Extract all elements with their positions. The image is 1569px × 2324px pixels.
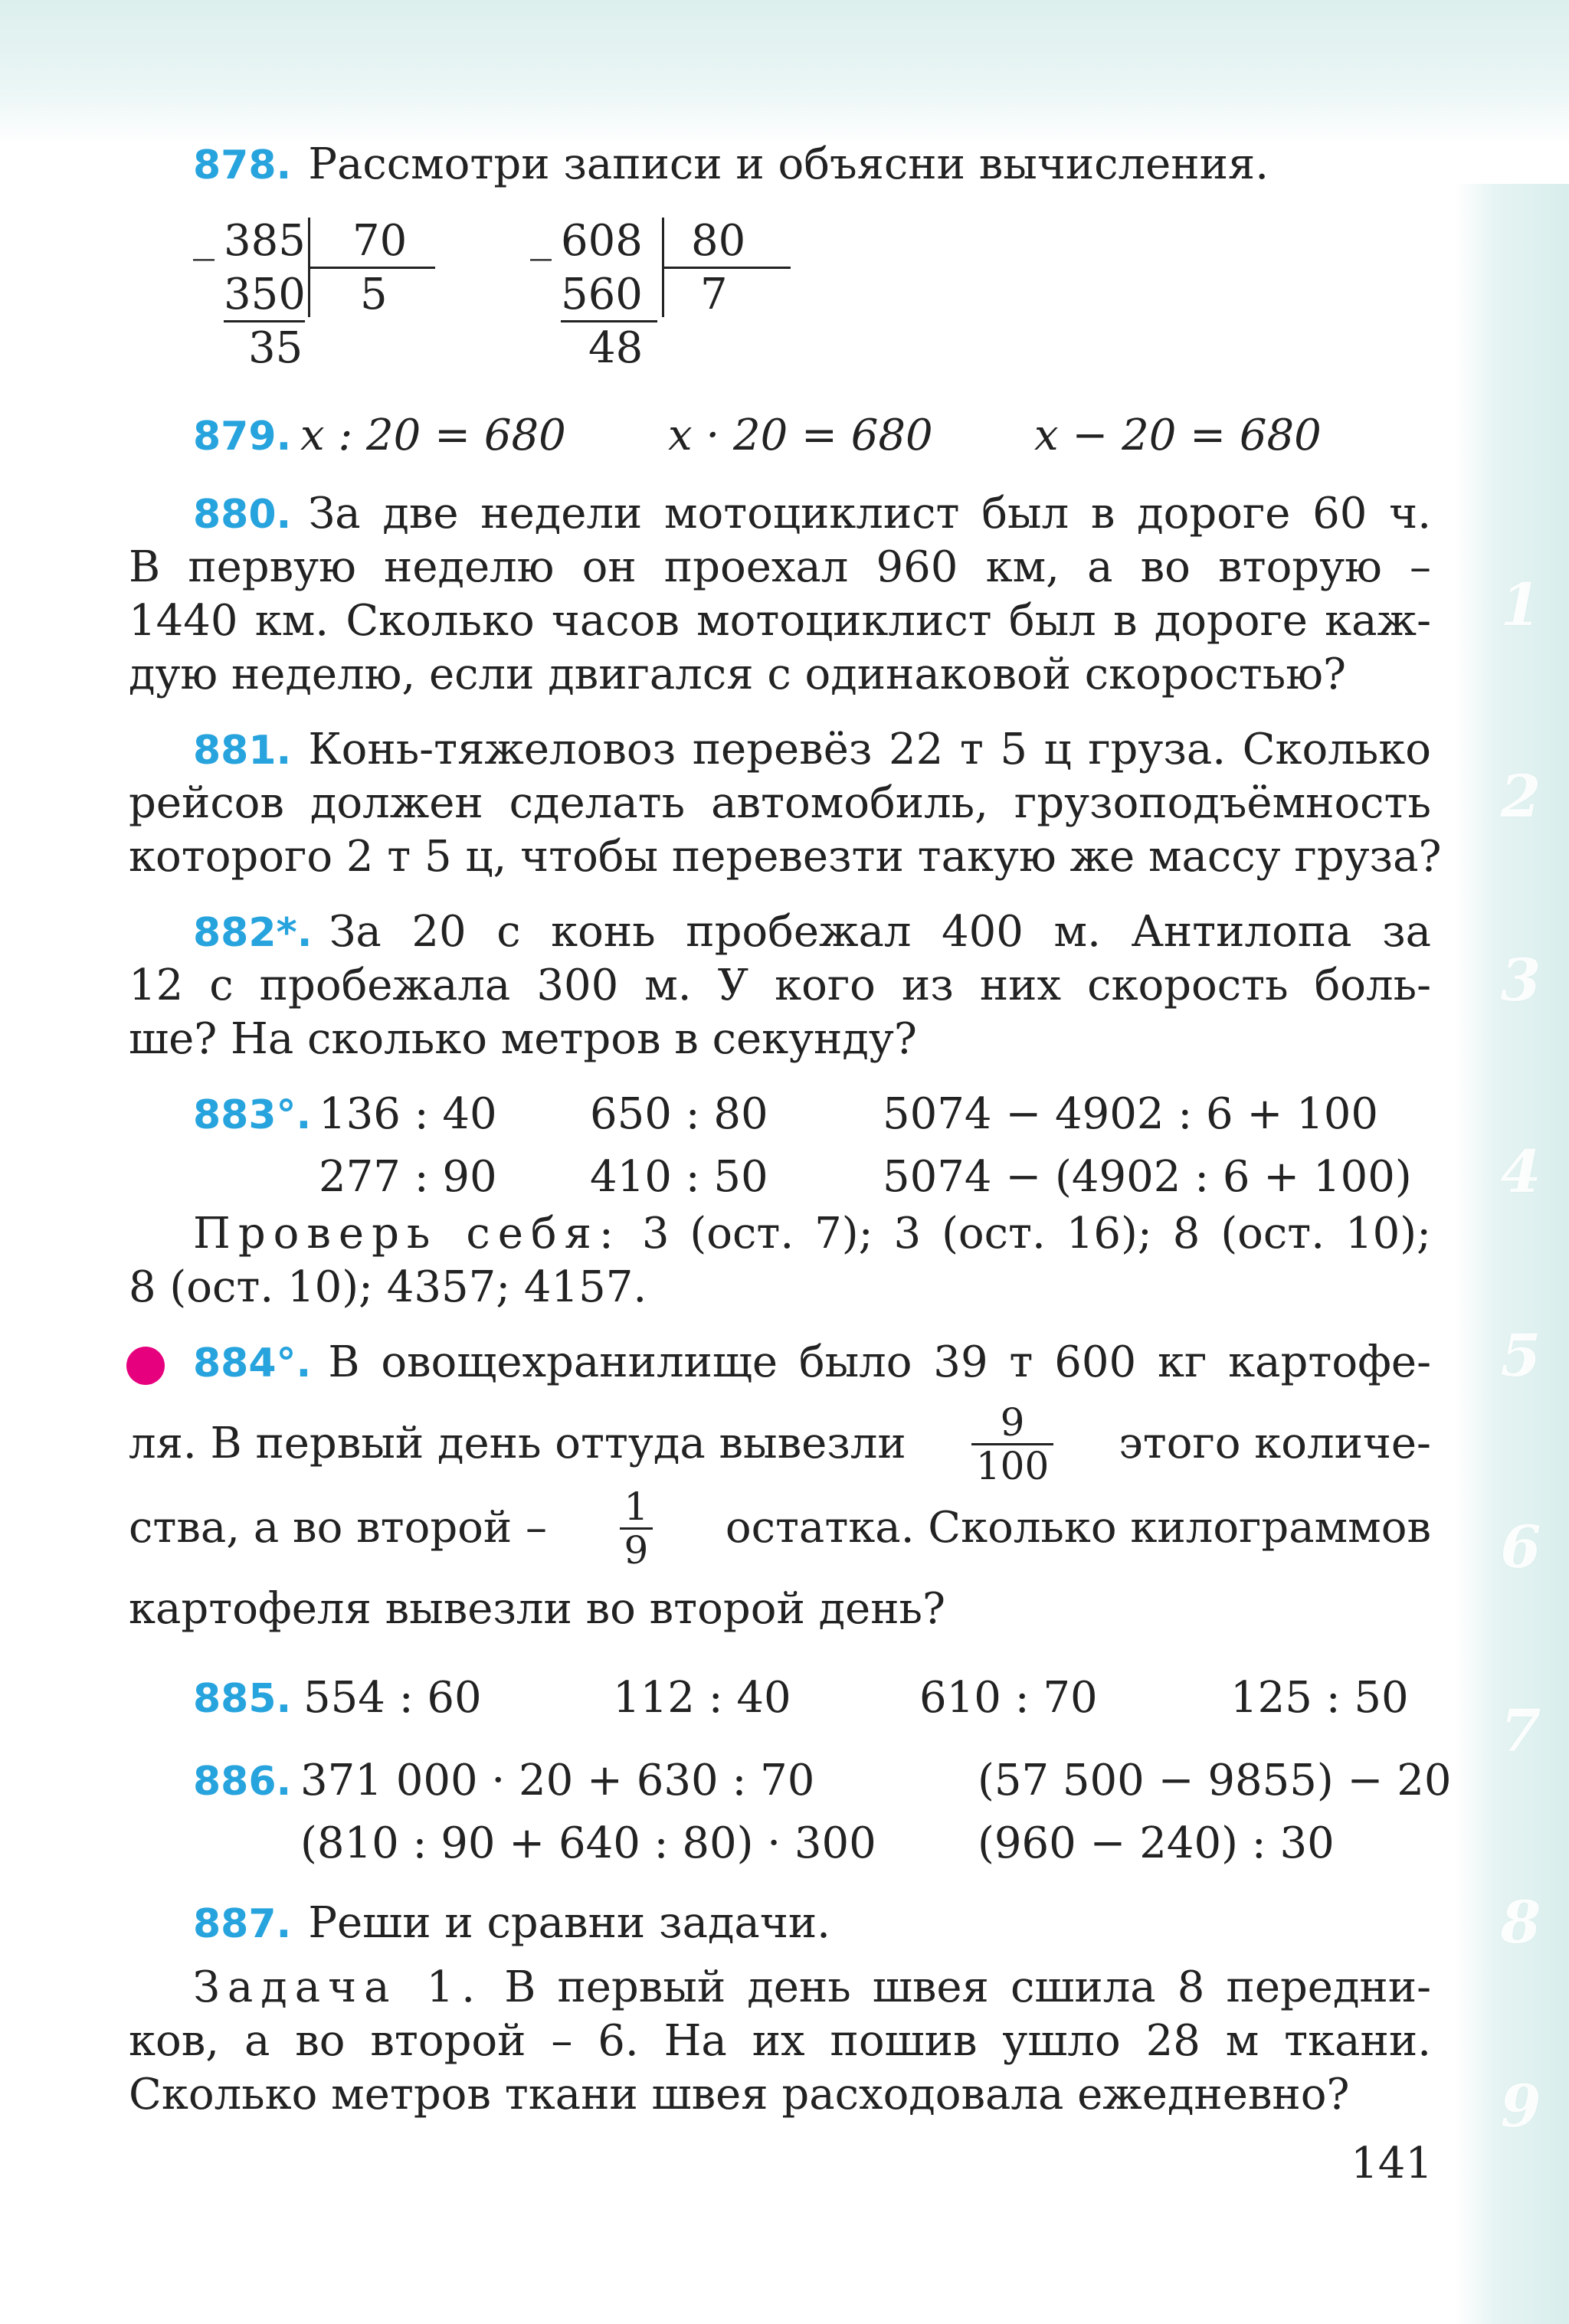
quotient: 7 [700, 270, 728, 319]
side-tab-6: 6 [1500, 1513, 1541, 1581]
exercise-880-line-3: 1440 км. Сколько часов мотоциклист был в дороге каж- [129, 596, 1431, 646]
long-division-1: _ 385 70 350 5 35 [193, 214, 438, 383]
exercise-887: 887. Реши и сравни задачи. [193, 1898, 830, 1948]
remainder: 35 [248, 323, 303, 373]
check-yourself-line-2: 8 (ост. 10); 4357; 4157. [129, 1262, 647, 1312]
exercise-878 [193, 138, 1495, 192]
expr-r1c3: 5074 − 4902 : 6 + 100 [883, 1089, 1379, 1139]
long-division-2: _ 608 80 560 7 48 [530, 214, 775, 383]
fraction-9-100: $\frac{9}{100}$ [971, 1402, 1053, 1487]
exercise-880-line-2: В первую неделю он проехал 960 км, а во вторую – [129, 542, 1431, 592]
expr-r2c1: 277 : 90 [319, 1152, 497, 1202]
quotient: 5 [360, 270, 388, 319]
task-1-line-3: Сколько метров ткани швея расходовала ежедневно? [129, 2070, 1350, 2119]
task-label: Задача 1. [193, 1962, 483, 2012]
equation-2: x · 20 = 680 [668, 411, 933, 460]
top-band [0, 0, 1569, 146]
subtrahend: 350 [224, 270, 306, 319]
equation-1: x : 20 = 680 [300, 411, 566, 460]
exercise-882-line-2: 12 с пробежала 300 м. У кого из них скорость боль- [129, 961, 1431, 1010]
exercise-880-line-4: дую неделю, если двигался с одинаковой скоростью? [129, 650, 1347, 699]
expr-r2c3: 5074 − (4902 : 6 + 100) [883, 1152, 1412, 1202]
task-1-line-2: ков, а во второй – 6. На их пошив ушло 28 м ткани. [129, 2016, 1431, 2066]
equation-3: x − 20 = 680 [1034, 411, 1322, 460]
expr-1: 554 : 60 [303, 1673, 482, 1723]
expr-3: (810 : 90 + 640 : 80) · 300 [300, 1818, 876, 1868]
exercise-881-line-2: рейсов должен сделать автомобиль, грузоподъёмность [129, 778, 1431, 828]
exercise-number: 886. [193, 1759, 292, 1805]
page-number: 141 [1351, 2139, 1433, 2188]
expr-r1c2: 650 : 80 [590, 1089, 768, 1139]
dividend: 385 [224, 216, 306, 266]
exercise-882-line-3: ше? На сколько метров в секунду? [129, 1014, 917, 1064]
expr-4: 125 : 50 [1230, 1673, 1409, 1723]
exercise-number: 880. [193, 492, 292, 538]
side-tab-4: 4 [1500, 1137, 1541, 1206]
exercise-number: 884°. [193, 1340, 312, 1386]
side-tab-2: 2 [1500, 762, 1541, 830]
check-label: Проверь себя: [193, 1209, 621, 1259]
subtrahend: 560 [561, 270, 643, 319]
exercise-number: 885. [193, 1676, 292, 1722]
exercise-882-line-1: 882*. За 20 с конь пробежал 400 м. Антилопа за [193, 907, 1431, 957]
expr-3: 610 : 70 [919, 1673, 1098, 1723]
expr-r1c1: 136 : 40 [319, 1089, 497, 1139]
expr-1: 371 000 · 20 + 630 : 70 [300, 1756, 815, 1805]
expr-r2c2: 410 : 50 [590, 1152, 768, 1202]
exercise-number: 883°. [193, 1092, 312, 1138]
exercise-number: 879. [193, 414, 292, 460]
exercise-881-line-3: которого 2 т 5 ц, чтобы перевезти такую же массу груза? [129, 832, 1442, 882]
exercise-884-line-3: ства, а во второй – $\frac{1}{9}$ остатка. Сколько килограммов [129, 1484, 1431, 1573]
side-tab-8: 8 [1500, 1888, 1541, 1956]
expr-4: (960 − 240) : 30 [978, 1818, 1335, 1868]
side-tab-7: 7 [1500, 1697, 1541, 1765]
pink-bullet-icon [126, 1347, 165, 1385]
exercise-881-line-1: 881. Конь-тяжеловоз перевёз 22 т 5 ц груза. Сколько [193, 725, 1431, 774]
exercise-number: 878. [193, 142, 292, 188]
side-tab-5: 5 [1500, 1321, 1541, 1389]
expr-2: (57 500 − 9855) − 20 [978, 1756, 1452, 1805]
task-1-line-1: Задача 1. В первый день швея сшила 8 передни- [193, 1962, 1431, 2012]
expr-2: 112 : 40 [613, 1673, 791, 1723]
exercise-number: 881. [193, 728, 292, 774]
side-tab-1: 1 [1500, 571, 1541, 639]
divisor: 80 [691, 216, 746, 266]
remainder: 48 [588, 323, 644, 373]
exercise-880-line-1: 880. За две недели мотоциклист был в дороге 60 ч. [193, 489, 1431, 538]
exercise-884-line-2: ля. В первый день оттуда вывезли $\frac{9}{100}$ этого количе- [129, 1399, 1431, 1488]
fraction-1-9: $\frac{1}{9}$ [620, 1486, 653, 1571]
check-yourself-line-1: Проверь себя: 3 (ост. 7); 3 (ост. 16); 8 (ост. 10); [193, 1209, 1432, 1259]
divisor: 70 [352, 216, 408, 266]
exercise-884-line-1: 884°. В овощехранилище было 39 т 600 кг картофе- [193, 1337, 1431, 1387]
dividend: 608 [561, 216, 643, 266]
chapter-tab-strip [1456, 184, 1569, 2324]
side-tab-9: 9 [1500, 2072, 1541, 2140]
exercise-number: 882*. [193, 910, 313, 956]
side-tab-3: 3 [1500, 946, 1541, 1014]
exercise-number: 887. [193, 1901, 292, 1947]
exercise-884-line-4: картофеля вывезли во второй день? [129, 1584, 946, 1634]
exercise-text: Рассмотри записи и объясни вычисления. [308, 139, 1269, 189]
